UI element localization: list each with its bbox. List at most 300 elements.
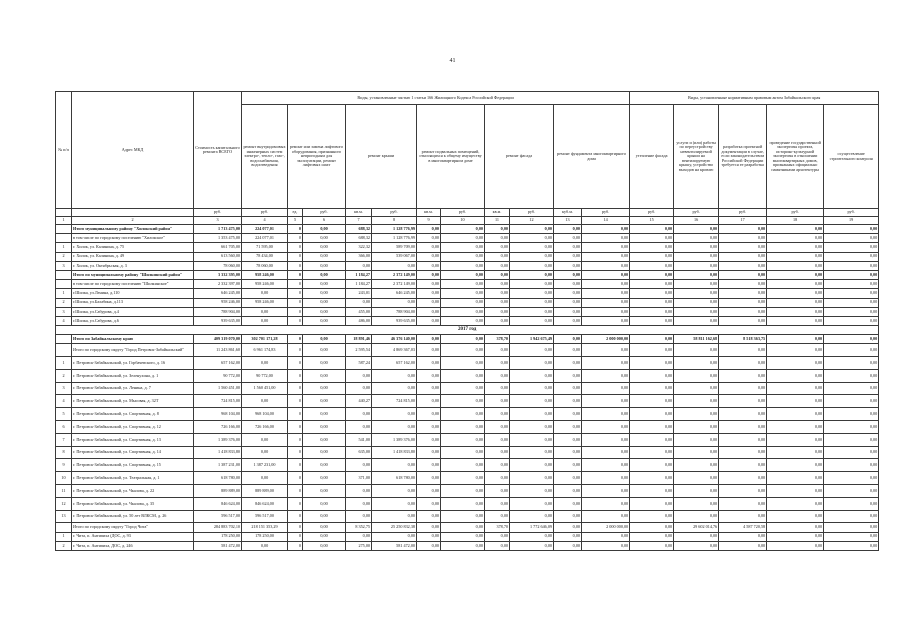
row-value: 0,00 [554,316,582,325]
row-number: 8 [56,446,72,459]
row-value: 0 [288,497,303,510]
row-number [56,280,72,289]
column-number-cell: 9 [417,217,441,225]
row-value: 0,00 [485,382,510,395]
header-address: Адрес МКД [72,92,194,209]
row-value: 0,00 [554,433,582,446]
row-value: 0,00 [303,261,346,270]
row-value: 0,00 [630,307,674,316]
row-value: 0,00 [441,395,485,408]
table-row [56,261,879,270]
row-value: 0,00 [554,307,582,316]
unit-cell: кв.м. [485,209,510,217]
row-value: 0,00 [417,270,441,279]
row-value: 0,00 [417,485,441,498]
row-value: 0,00 [303,382,346,395]
table-row [56,459,879,472]
row-value: 0,00 [554,382,582,395]
row-value: 939 635,00 [194,316,242,325]
row-value: 29 602 014,76 [674,523,719,532]
row-value: 0,00 [630,523,674,532]
row-value: 581 472,00 [194,541,242,550]
row-value: 0,00 [510,225,554,234]
row-value: 0,00 [824,344,879,357]
header-no: № п/п [56,92,72,209]
row-value: 0,00 [417,335,441,344]
row-value: 0,00 [824,289,879,298]
row-value: 0,00 [824,357,879,370]
row-value: 0,00 [485,289,510,298]
row-value: 0,00 [485,510,510,523]
row-number: 10 [56,472,72,485]
subtotal-row [56,270,879,279]
row-value: 0,00 [417,316,441,325]
row-value: 0,00 [346,382,372,395]
row-value: 0,00 [485,369,510,382]
row-value: 0,00 [767,408,824,421]
row-value: 0,00 [417,532,441,541]
row-number: 3 [56,307,72,316]
row-value: 1 184,27 [346,280,372,289]
header-col-facade: ремонт фасада [485,105,554,209]
row-value: 0,00 [510,382,554,395]
row-value: 0,00 [582,446,630,459]
row-value: 1 353 475,00 [194,234,242,243]
column-number-cell: 15 [630,217,674,225]
row-value: 0,00 [441,344,485,357]
row-value: 0,00 [346,497,372,510]
row-number: 4 [56,316,72,325]
column-number-cell: 8 [372,217,417,225]
row-value: 0,00 [824,307,879,316]
row-value: 646 245,00 [194,289,242,298]
column-number-cell: 5 [288,217,303,225]
unit-cell: руб. [194,209,242,217]
header-row-groups [56,92,879,105]
row-value: 0,00 [674,225,719,234]
row-value: 0,00 [719,459,767,472]
row-value: 0,00 [303,270,346,279]
row-value: 0,00 [719,270,767,279]
row-value: 0,00 [417,357,441,370]
row-value: 0,00 [767,369,824,382]
row-value: 0,00 [582,357,630,370]
row-value: 1 713 475,00 [194,225,242,234]
row-value: 0 [288,395,303,408]
row-value: 0,00 [510,316,554,325]
row-value: 0,00 [441,252,485,261]
row-number: 1 [56,532,72,541]
row-value: 366,00 [346,252,372,261]
row-value: 0 [288,335,303,344]
row-value: 25 250 832,38 [372,523,417,532]
row-value: 0,00 [554,369,582,382]
row-value: 0,00 [554,395,582,408]
row-value: 0,00 [630,421,674,434]
row-value: 0,00 [510,270,554,279]
row-value: 0,00 [767,395,824,408]
row-value: 0,00 [441,485,485,498]
row-value: 939 635,00 [372,316,417,325]
row-value: 0,00 [417,433,441,446]
row-value: 0,00 [303,395,346,408]
row-address: г. Петровск-Забайкальский, ул. Спортивная, д. 15 [72,459,194,472]
row-value: 0,00 [554,270,582,279]
row-value: 724 815,00 [194,395,242,408]
table-row [56,485,879,498]
unit-cell: кв.м. [346,209,372,217]
row-value: 0,00 [510,421,554,434]
row-value: 539 067,00 [372,252,417,261]
row-value: 0,00 [441,459,485,472]
row-value: 0,00 [582,307,630,316]
row-value: 0,00 [630,446,674,459]
row-value: 224 077,01 [242,234,288,243]
row-value: 0,00 [303,369,346,382]
row-value: 0,00 [630,280,674,289]
row-value: 0,00 [510,234,554,243]
row-value: 0,00 [674,234,719,243]
row-value: 0,00 [582,421,630,434]
table-row [56,497,879,510]
row-address: г. Петровск-Забайкальский, ул. 50 лет ВЛКСМ, д. 26 [72,510,194,523]
row-value: 0,00 [824,261,879,270]
unit-cell: руб. [630,209,674,217]
row-value: 1 560 451,00 [194,382,242,395]
row-value: 0,00 [303,289,346,298]
row-value: 0,00 [767,433,824,446]
row-value: 0,00 [582,472,630,485]
row-value: 18 891,46 [346,335,372,344]
row-value: 0,00 [554,225,582,234]
capital-repair-table [55,91,879,551]
row-value: 0,00 [554,261,582,270]
row-value: 0,00 [824,421,879,434]
row-value: 0,00 [630,270,674,279]
row-value: 0,00 [554,335,582,344]
row-value: 0,00 [554,472,582,485]
row-value: 0,00 [510,395,554,408]
row-value: 0,00 [674,510,719,523]
row-value: 0,00 [554,421,582,434]
row-value: 1 387 231,00 [242,459,288,472]
row-value: 0,00 [485,433,510,446]
row-number: 2 [56,369,72,382]
row-value: 0,00 [767,243,824,252]
subtotal-row [56,523,879,532]
row-value: 440,27 [346,395,372,408]
column-number-cell: 10 [441,217,485,225]
row-value: 78 060,00 [194,261,242,270]
row-value: 0,00 [242,307,288,316]
row-address: г. Петровск-Забайкальский, ул. Мысовая, д. 32Т [72,395,194,408]
row-value: 2 372 149,00 [372,280,417,289]
row-value: 0,00 [441,335,485,344]
row-value: 0,00 [417,472,441,485]
row-value: 635,00 [346,446,372,459]
row-value: 958 246,00 [242,280,288,289]
row-value: 0 [288,243,303,252]
table-row [56,433,879,446]
header-group-federal: Виды, установленные частью 1 статьи 166 Жилищного Кодекса Российской Федерации [242,92,630,105]
row-address: Итого муниципальному району "Хилокский район" [72,225,194,234]
row-value: 0,00 [372,510,417,523]
unit-cell: руб. [674,209,719,217]
row-value: 0,00 [630,234,674,243]
row-value: 0,00 [372,408,417,421]
row-value: 0,00 [582,433,630,446]
row-number [56,225,72,234]
row-value: 8 352,75 [346,523,372,532]
row-value: 0,00 [674,421,719,434]
row-value: 0,00 [767,307,824,316]
row-value: 724 815,00 [372,395,417,408]
row-value: 0 [288,408,303,421]
row-value: 0,00 [242,472,288,485]
row-value: 455,00 [346,307,372,316]
row-value: 0,00 [767,459,824,472]
row-value: 0,00 [303,421,346,434]
row-value: 788 904,00 [372,307,417,316]
row-value: 0,00 [719,243,767,252]
row-value: 0,00 [417,344,441,357]
row-value: 0,00 [441,243,485,252]
row-value: 0,00 [417,523,441,532]
row-value: 0,00 [824,270,879,279]
row-value: 0,00 [242,541,288,550]
unit-cell: куб.м. [554,209,582,217]
row-value: 0,00 [417,225,441,234]
row-value: 958 246,00 [242,298,288,307]
row-value: 0,00 [630,433,674,446]
row-value: 0,00 [719,280,767,289]
unit-cell: руб. [242,209,288,217]
row-address: г. Хилок, ул. Октябрьская, д. 3 [72,261,194,270]
table-row [56,289,879,298]
row-value: 0,00 [554,298,582,307]
row-value: 0,00 [767,270,824,279]
row-value: 0,00 [719,497,767,510]
row-value: 0,00 [719,357,767,370]
row-value: 0,00 [485,408,510,421]
row-number: 2 [56,298,72,307]
row-value: 846 624,00 [242,497,288,510]
row-value: 0,00 [242,433,288,446]
column-number-cell: 7 [346,217,372,225]
column-number-cell: 13 [554,217,582,225]
table-row [56,472,879,485]
row-value: 1 418 833,80 [194,446,242,459]
row-value: 0,00 [510,541,554,550]
row-value: 0,00 [346,408,372,421]
row-value: 0,00 [630,485,674,498]
row-value: 589 709,00 [372,243,417,252]
row-value: 0,00 [441,289,485,298]
row-value: 0,00 [767,510,824,523]
row-value: 0,00 [630,289,674,298]
row-value: 0,00 [582,541,630,550]
row-value: 0,00 [441,541,485,550]
row-address: в том числе по городскому поселению "Шилкинское" [72,280,194,289]
row-value: 0,00 [441,316,485,325]
row-value: 0,00 [303,485,346,498]
header-col-roof-ventilation: услуги и (или) работы по переустройству невентилируемой крыши на вентилируемую крышу, устройство выходов на кровлю [674,105,719,209]
subtotal-row [56,280,879,289]
row-value: 8 518 363,75 [719,335,767,344]
row-value: 0,00 [485,357,510,370]
row-value: 0,00 [824,382,879,395]
table-row [56,316,879,325]
page-number: 41 [449,58,456,64]
row-value: 0 [288,459,303,472]
row-address: в том числе по городскому поселению "Хилокское" [72,234,194,243]
unit-cell: кв.м. [417,209,441,217]
row-value: 0,00 [630,357,674,370]
unit-cell: ед. [288,209,303,217]
row-value: 0,00 [303,307,346,316]
row-value: 0,00 [767,541,824,550]
column-number-cell: 14 [582,217,630,225]
row-value: 0,00 [582,510,630,523]
row-value: 178 250,00 [242,532,288,541]
row-value: 0,00 [303,234,346,243]
row-value: 0,00 [582,395,630,408]
row-value: 0,00 [485,497,510,510]
row-value: 218 151 353,29 [242,523,288,532]
row-value: 0,00 [674,316,719,325]
row-address: г. Петровск-Забайкальский, ул. Театральная, д. 1 [72,472,194,485]
row-value: 0,00 [674,382,719,395]
row-value: 0,00 [824,472,879,485]
header-col-insulation: утепление фасада [630,105,674,209]
row-value: 0,00 [767,335,824,344]
row-value: 0,00 [510,408,554,421]
header-col-expertise: проведение государственной экспертизы проекта, историко-культурной экспертизы в отношении многоквартирных домов, признанных официально памятниками архитектуры [767,105,824,209]
row-value: 0,00 [719,472,767,485]
row-value: 0,00 [674,298,719,307]
row-value: 0,00 [582,225,630,234]
row-value: 0,00 [417,446,441,459]
row-value: 78 060,00 [242,261,288,270]
row-value: 0,00 [485,344,510,357]
row-value: 657 162,00 [372,357,417,370]
row-value: 0,00 [417,382,441,395]
row-value: 0,00 [554,252,582,261]
row-value: 0,00 [767,532,824,541]
row-value: 0,00 [824,497,879,510]
row-address: г.Шилка, ул.Ленина, д.110 [72,289,194,298]
row-number: 2 [56,541,72,550]
row-value: 0,00 [719,446,767,459]
row-value: 0,00 [719,316,767,325]
row-value: 0,00 [441,532,485,541]
row-value: 0 [288,234,303,243]
column-number-cell: 3 [194,217,242,225]
column-numbers-row [56,217,879,225]
row-value: 0,00 [346,261,372,270]
row-value: 0,00 [485,307,510,316]
row-value: 1 389 376,00 [372,433,417,446]
subtotal-row [56,344,879,357]
header-col-elevator: ремонт или замена лифтового оборудования, признанного непригодным для эксплуатации, ремонт лифтовых шахт [288,105,346,209]
row-value: 0,00 [417,497,441,510]
row-value: 0,00 [824,280,879,289]
unit-cell: руб. [719,209,767,217]
row-value: 0,00 [630,316,674,325]
row-value: 4 587 720,58 [719,523,767,532]
row-value: 0 [288,357,303,370]
row-address: г. Петровск-Забайкальский, ул. Чкалова, д. 22 [72,485,194,498]
row-value: 688,32 [346,234,372,243]
row-value: 0,00 [303,316,346,325]
row-value: 0,00 [674,243,719,252]
column-number-cell: 4 [242,217,288,225]
row-value: 0,00 [674,472,719,485]
row-value: 0,00 [242,446,288,459]
row-value: 0,00 [303,344,346,357]
row-address: г.Шилка, ул.Балабина, д.113 [72,298,194,307]
row-value: 0 [288,369,303,382]
row-value: 0 [288,289,303,298]
row-value: 243,01 [346,289,372,298]
row-value: 0,00 [485,261,510,270]
row-address: г.Шилка, ул.Сабурова, д.6 [72,316,194,325]
row-address: г. Петровск-Забайкальский, ул. Чкалова, д. 35 [72,497,194,510]
row-value: 0,00 [630,261,674,270]
row-value: 0,00 [441,421,485,434]
row-value: 0,00 [674,433,719,446]
header-col-design-docs: разработка проектной документации в случае, если законодательством Российской Федерации требуется ее разработка [719,105,767,209]
row-value: 0,00 [417,298,441,307]
row-value: 0,00 [630,369,674,382]
row-value: 0,00 [510,446,554,459]
row-value: 0,00 [674,307,719,316]
row-value: 0,00 [485,252,510,261]
row-value: 0,00 [417,408,441,421]
row-value: 0,00 [372,485,417,498]
row-value: 2 332 397,00 [194,280,242,289]
row-value: 0,00 [554,459,582,472]
row-address: г. Петровск-Забайкальский, ул. Ленина, д. 7 [72,382,194,395]
row-value: 0,00 [630,344,674,357]
header-cost: Стоимость капитального ремонта ВСЕГО [194,92,242,209]
row-value: 0,00 [441,280,485,289]
row-value: 0,00 [554,344,582,357]
row-value: 0,00 [582,497,630,510]
row-value: 0,00 [510,307,554,316]
row-value: 0,00 [510,261,554,270]
row-value: 0,00 [441,369,485,382]
row-value: 0,00 [485,446,510,459]
row-value: 0,00 [485,234,510,243]
row-address: Итого по муниципальному району "Шилкинский район" [72,270,194,279]
row-value: 0,00 [554,485,582,498]
row-value: 0,00 [510,289,554,298]
unit-cell: руб. [510,209,554,217]
row-value: 0 [288,532,303,541]
row-value: 1 184,27 [346,270,372,279]
row-value: 0,00 [303,252,346,261]
row-address: г. Чита, п. Антипиха, ДОС, д. 246 [72,541,194,550]
row-value: 0,00 [554,446,582,459]
row-number: 1 [56,289,72,298]
row-value: 0,00 [303,459,346,472]
row-number [56,234,72,243]
row-value: 0,00 [346,485,372,498]
row-value: 0,00 [767,289,824,298]
row-value: 0,00 [242,316,288,325]
row-value: 0,00 [824,225,879,234]
